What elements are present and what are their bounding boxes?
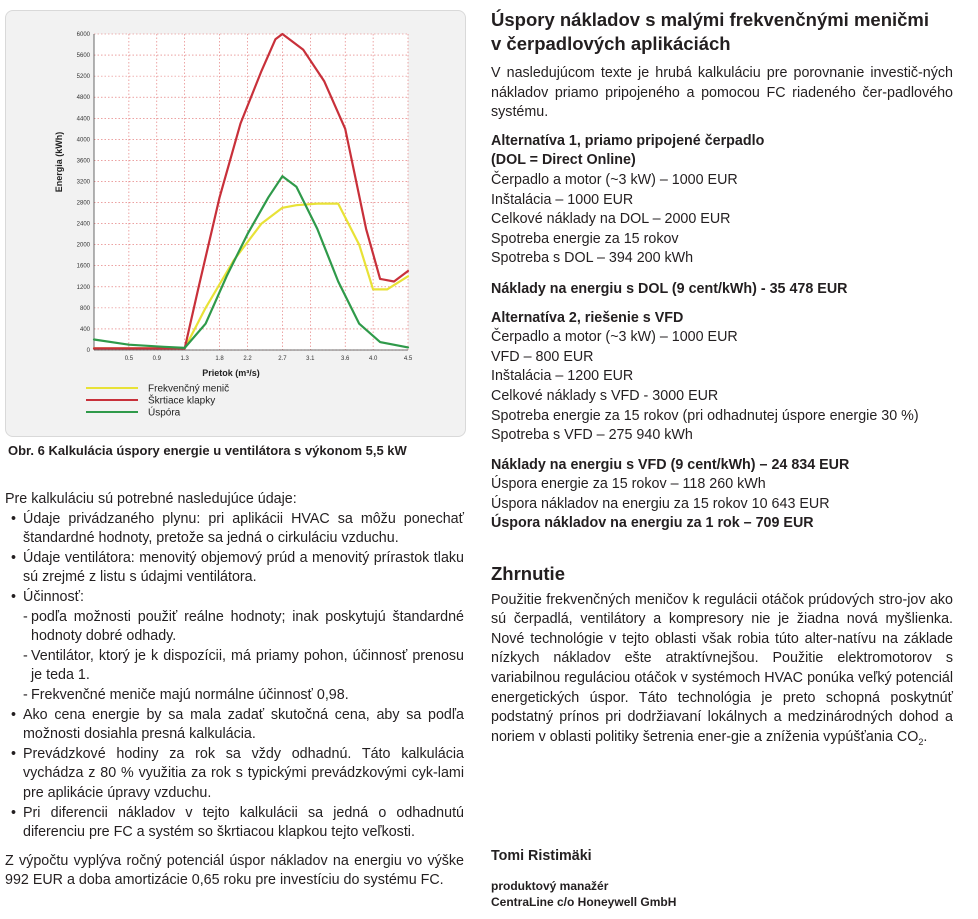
alt1-line: Celkové náklady na DOL – 2000 EUR: [491, 211, 731, 228]
bullet-efficiency: • Účinnosť:: [5, 588, 464, 608]
alt2-line: Celkové náklady s VFD - 3000 EUR: [491, 387, 719, 404]
requirements-intro: Pre kalkuláciu sú potrebné nasledujúce údaje:: [5, 491, 297, 507]
y-tick-label: 5200: [76, 74, 90, 81]
author-name: Tomi Ristimäki: [491, 848, 592, 864]
x-tick-label: 4.0: [368, 356, 378, 362]
legend-label-2: Škrtiace klapky: [148, 395, 216, 407]
alt1-title-line1: Alternatíva 1, priamo pripojené čerpadlo: [491, 132, 765, 149]
article-title-line1: Úspory nákladov s malými frekvenčnými meničmi: [491, 9, 930, 30]
y-tick-label: 2400: [76, 221, 90, 228]
summary-end: .: [923, 728, 928, 745]
alt1-line: Spotreba s DOL – 394 200 kWh: [491, 250, 694, 267]
alt2-line: Spotreba s VFD – 275 940 kWh: [491, 427, 693, 444]
summary-paragraph: [491, 591, 953, 753]
y-tick-label: 400: [79, 326, 90, 333]
x-tick-label: 0.5: [124, 356, 134, 362]
sub-real-values: - podľa možnosti použiť reálne hodnoty; inak poskytujú štandardné hodnoty dobré odhady.: [5, 608, 464, 647]
figure-caption: Obr. 6 Kalkulácia úspory energie u ventilátora s výkonom 5,5 kW: [8, 443, 407, 458]
x-tick-label: 1.3: [180, 356, 189, 362]
savings-line: Úspora energie za 15 rokov – 118 260 kWh: [491, 476, 766, 493]
bullet-gas-data: • Údaje privádzaného plynu: pri aplikácii HVAC sa môžu ponechať štandardné hodnoty, pretože sa jedná o cirkuláciu vzduchu.: [5, 510, 464, 549]
x-tick-label: 2.2: [243, 356, 252, 362]
sub-direct-drive: - Ventilátor, ktorý je k dispozícii, má priamy pohon, účinnosť prenosu je teda 1.: [5, 647, 464, 686]
alt1-line: Spotreba energie za 15 rokov: [491, 230, 679, 247]
x-tick-label: 0.9: [152, 356, 161, 362]
energy-chart: [6, 11, 465, 436]
conclusion-paragraph: Z výpočtu vyplýva ročný potenciál úspor nákladov na energiu vo výške 992 EUR a doba amortizácie 0,65 roku pre investíciu do systému FC.: [5, 852, 464, 889]
alt2-title: Alternatíva 2, riešenie s VFD: [491, 309, 684, 326]
x-tick-label: 1.8: [215, 356, 224, 362]
intro-paragraph: V nasledujúcom texte je hrubá kalkuláciu pre porovnanie investič-ných nákladov priamo pripojeného a pomocou FC riadeného čer-padlového systému.: [491, 65, 953, 121]
alt1-title-line2: (DOL = Direct Online): [491, 152, 636, 169]
y-tick-label: 1600: [76, 263, 90, 270]
bullet-operating-hours: • Prevádzkové hodiny za rok sa vždy odhadnú. Táto kalkulácia vychádza z 80 % využitia za rok s typickými prevádzkovými cyk-lami pre aplikácie úpravy vzduchu.: [5, 745, 464, 804]
alternative-2: [491, 309, 953, 446]
y-tick-label: 0: [86, 348, 90, 354]
sub-fc-efficiency: - Frekvenčné meniče majú normálne účinnosť 0,98.: [5, 686, 464, 706]
alt2-line: VFD – 800 EUR: [491, 348, 594, 365]
y-tick-label: 3600: [76, 158, 90, 165]
summary-heading: Zhrnutie: [491, 563, 565, 585]
savings-block: [491, 456, 953, 534]
x-axis-label: Prietok (m³/s): [202, 368, 260, 378]
alt2-line: Čerpadlo a motor (~3 kW) – 1000 EUR: [491, 329, 738, 346]
y-tick-label: 4400: [76, 116, 90, 123]
legend-label-1: Frekvenčný menič: [148, 383, 230, 395]
author-role: produktový manažér: [491, 879, 609, 893]
alt2-total: Náklady na energiu s VFD (9 cent/kWh) – 24 834 EUR: [491, 456, 850, 473]
legend-label-3: Úspóra: [148, 407, 181, 419]
y-tick-label: 2800: [76, 200, 90, 207]
bullet-cost-difference: • Pri diferencii nákladov v tejto kalkulácii sa jedná o odhadnutú diferenciu pre FC a systém so škrtiacou klapkou tejto veľkosti.: [5, 804, 464, 843]
alt2-line: Spotreba energie za 15 rokov (pri odhadnutej úspore energie 30 %): [491, 407, 919, 424]
y-tick-label: 800: [79, 305, 90, 312]
y-tick-label: 1200: [76, 284, 90, 291]
left-column: [5, 490, 464, 891]
x-tick-label: 3.6: [341, 356, 350, 362]
alt1-total: Náklady na energiu s DOL (9 cent/kWh) - 35 478 EUR: [491, 280, 848, 297]
savings-year: Úspora nákladov na energiu za 1 rok – 709 EUR: [491, 515, 814, 532]
y-tick-label: 2000: [76, 242, 90, 249]
article-title-line2: v čerpadlových aplikáciách: [491, 33, 731, 54]
alt1-line: Inštalácia – 1000 EUR: [491, 191, 634, 208]
right-column: [491, 8, 953, 909]
plot-area: [94, 34, 408, 350]
article-title: [491, 8, 953, 56]
figure-box: [5, 10, 466, 437]
y-axis-label: Energia (kWh): [54, 131, 64, 193]
summary-text: Použitie frekvenčných meničov k regulácii otáčok prúdových stro-jov ako sú čerpadlá, ventilátory a kompresory nie je žiadna nová myšlienka. Nové technológie v tejto oblasti však robia túto alter-natívu na základe nízkych nákladov ešte atraktívnejšou. Použitie elektromotorov s variabilnou reguláciou otáčok v systémoch HVAC ponúka veľký potenciál energetických úspor. Táto technológia je preto schopná poskytnúť podstatný prínos pri dodržiavaní lokálnych a medzinárodných dohod a noriem v oblasti politiky šetrenia ener-gie a zníženia vypúšťania CO: [491, 591, 953, 745]
bullet-fan-data: • Údaje ventilátora: menovitý objemový prúd a menovitý prírastok tlaku sú zrejmé z listu s údajmi ventilátora.: [5, 549, 464, 588]
y-tick-label: 4800: [76, 95, 90, 102]
alt1-line: Čerpadlo a motor (~3 kW) – 1000 EUR: [491, 171, 738, 188]
summary-subscript: 2: [918, 736, 924, 747]
alternative-1: [491, 132, 953, 269]
x-tick-label: 2.7: [278, 356, 287, 362]
bullet-energy-price: • Ako cena energie by sa mala zadať skutočná cena, aby sa podľa možnosti dosiahla presná kalkulácia.: [5, 706, 464, 745]
y-tick-label: 5600: [76, 53, 90, 60]
y-tick-label: 6000: [76, 32, 90, 38]
alt2-line: Inštalácia – 1200 EUR: [491, 368, 634, 385]
y-tick-label: 3200: [76, 179, 90, 186]
y-tick-label: 4000: [76, 137, 90, 144]
author-company: CentraLine c/o Honeywell GmbH: [491, 895, 677, 909]
savings-line: Úspora nákladov na energiu za 15 rokov 10 643 EUR: [491, 495, 830, 512]
x-tick-label: 4.5: [403, 356, 413, 362]
x-tick-label: 3.1: [306, 356, 315, 362]
